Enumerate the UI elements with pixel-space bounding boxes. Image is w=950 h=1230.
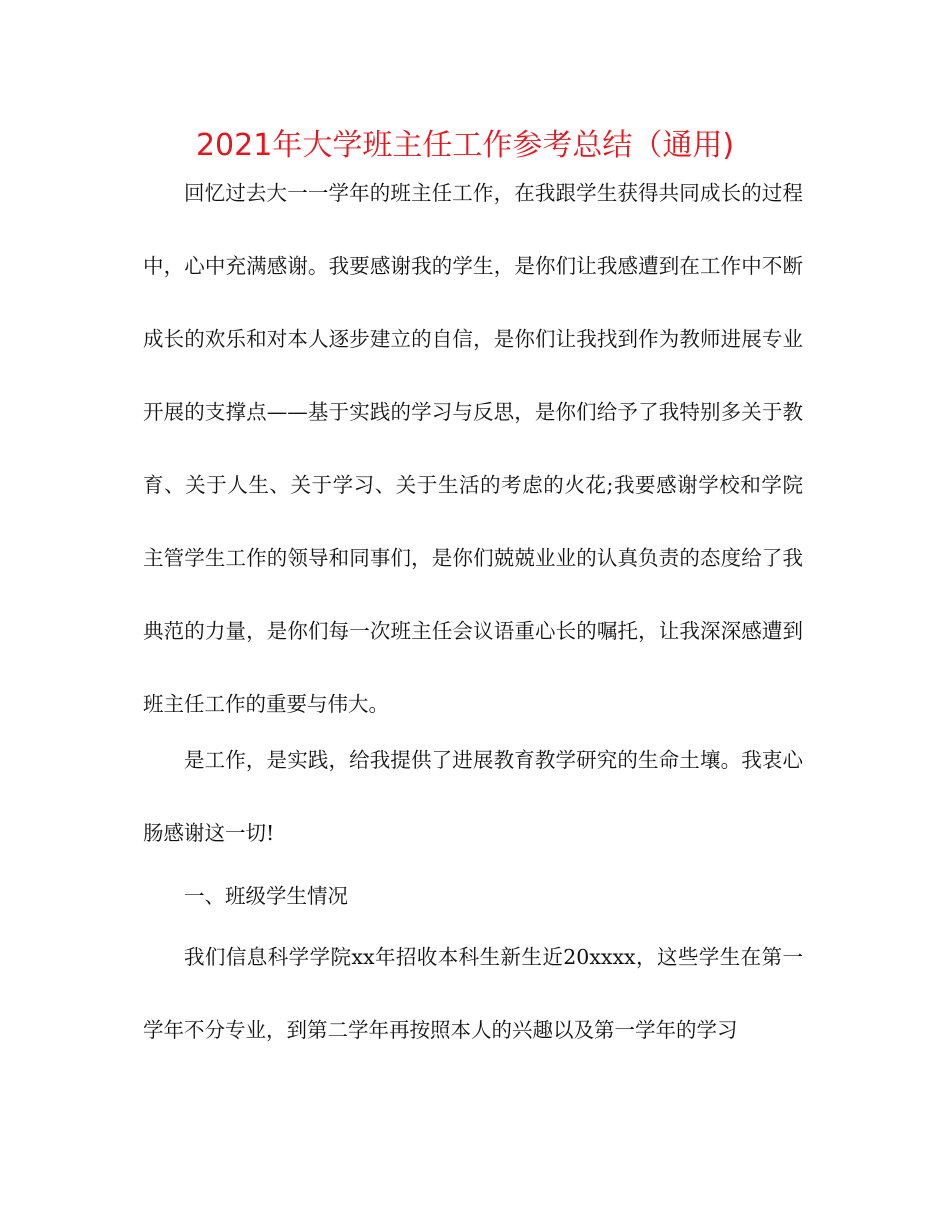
document-title: 2021年大学班主任工作参考总结（通用) — [195, 128, 735, 163]
paragraph-practice: 是工作，是实践，给我提供了进展教育教学研究的生命土壤。我衷心肠感谢这一切! — [143, 748, 803, 845]
paragraph-gratitude: 回忆过去大一一学年的班主任工作，在我跟学生获得共同成长的过程中，心中充满感谢。我要感谢我的学生，是你们让我感遭到在工作中不断成长的欢乐和对本人逐步建立的自信，是你们让我找到作为教师进展专业开展的支撑点——基于实践的学习与反思，是你们给予了我特别多关于教育、关于人生、关于学习、关于生活的考虑的火花;我要感谢学校和学院主管学生工作的领导和同事们，是你们兢兢业业的认真负责的态度给了我典范的力量，是你们每一次班主任会议语重心长的嘱托，让我深深感遭到班主任工作的重要与伟大。 — [143, 181, 803, 716]
section-heading-class-situation: 一、班级学生情况 — [184, 884, 348, 908]
paragraph-enrollment: 我们信息科学学院xx年招收本科生新生近20xxxx，这些学生在第一学年不分专业，到第二学年再按照本人的兴趣以及第一学年的学习 — [143, 945, 803, 1042]
